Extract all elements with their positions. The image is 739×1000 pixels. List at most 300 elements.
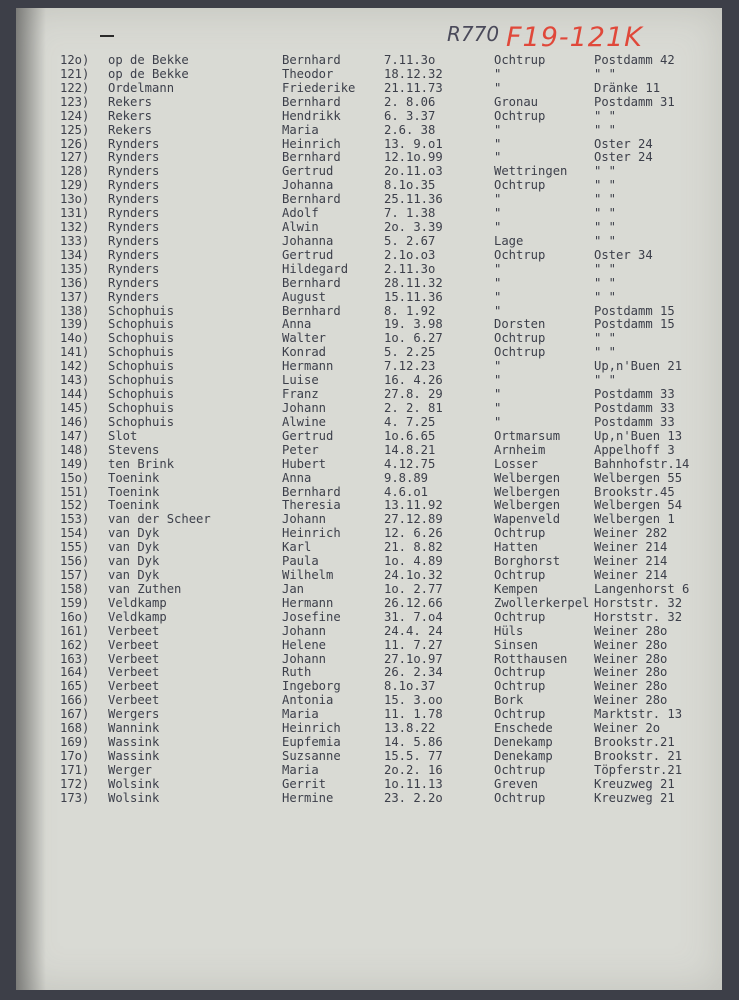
surname: Verbeet	[108, 651, 160, 666]
birth-place: "	[494, 80, 502, 95]
birth-date: 5. 2.25	[384, 345, 436, 360]
birth-date: 2.11.3o	[384, 261, 436, 276]
address: " "	[594, 373, 617, 388]
surname: Rynders	[108, 247, 160, 262]
surname: Schophuis	[108, 359, 175, 374]
entry-number: 123)	[60, 94, 90, 109]
first-name: Paula	[282, 554, 319, 569]
entry-number: 153)	[60, 512, 90, 527]
birth-date: 2o.2. 16	[384, 762, 443, 777]
register-row	[0, 763, 739, 777]
birth-place: Arnheim	[494, 442, 546, 457]
birth-date: 2. 2. 81	[384, 401, 443, 415]
entry-number: 139)	[60, 317, 90, 332]
first-name: Karl	[282, 540, 312, 555]
surname: van der Scheer	[108, 512, 211, 527]
birth-date: 21. 8.82	[384, 540, 443, 555]
surname: Toenink	[108, 470, 160, 485]
first-name: Konrad	[282, 345, 327, 360]
address: Weiner 2o	[594, 721, 661, 736]
address: Dränke 11	[594, 80, 661, 95]
birth-place: Kempen	[494, 581, 539, 596]
address: " "	[594, 275, 617, 290]
birth-date: 13. 9.o1	[384, 136, 443, 151]
address: Oster 34	[594, 247, 653, 262]
entry-number: 126)	[60, 136, 90, 151]
birth-place: Ochtrup	[494, 331, 546, 346]
first-name: Gerrit	[282, 776, 327, 791]
register-row	[0, 749, 739, 763]
surname: Rynders	[108, 275, 160, 290]
birth-place: Dorsten	[494, 317, 546, 332]
entry-number: 137)	[60, 289, 90, 304]
surname: Rynders	[108, 289, 160, 304]
address: Marktstr. 13	[594, 707, 683, 722]
address: Postdamm 33	[594, 387, 675, 402]
register-row	[0, 512, 739, 526]
register-row	[0, 304, 739, 318]
birth-date: 4.12.75	[384, 456, 436, 471]
register-row	[0, 401, 739, 415]
entry-number: 14o)	[60, 331, 90, 346]
birth-date: 7. 1.38	[384, 206, 436, 221]
entry-number: 15o)	[60, 470, 90, 485]
entry-number: 161)	[60, 623, 90, 638]
first-name: Suzsanne	[282, 749, 341, 763]
entry-number: 147)	[60, 428, 90, 443]
birth-date: 2.6. 38	[384, 122, 436, 137]
entry-number: 148)	[60, 442, 90, 457]
entry-number: 165)	[60, 679, 90, 694]
birth-place: Ochtrup	[494, 247, 546, 262]
birth-date: 14. 5.86	[384, 735, 443, 750]
birth-place: "	[494, 414, 502, 429]
birth-place: "	[494, 136, 502, 151]
birth-date: 2.1o.o3	[384, 247, 436, 262]
register-row	[0, 234, 739, 248]
entry-number: 128)	[60, 164, 90, 179]
address: " "	[594, 220, 617, 235]
surname: ten Brink	[108, 456, 175, 471]
first-name: Maria	[282, 762, 319, 777]
register-row	[0, 345, 739, 359]
register-row	[0, 109, 739, 123]
birth-date: 9.8.89	[384, 470, 429, 485]
surname: Rynders	[108, 220, 160, 235]
first-name: Gertrud	[282, 164, 334, 179]
register-row	[0, 150, 739, 164]
entry-number: 145)	[60, 401, 90, 415]
address: Welbergen 1	[594, 512, 675, 527]
birth-place: Welbergen	[494, 484, 561, 499]
first-name: Hildegard	[282, 261, 349, 276]
first-name: Ruth	[282, 665, 312, 680]
address: Postdamm 33	[594, 414, 675, 429]
entry-number: 131)	[60, 206, 90, 221]
address: Postdamm 15	[594, 317, 675, 332]
first-name: Johann	[282, 512, 327, 527]
register-row	[0, 415, 739, 429]
register-row	[0, 123, 739, 137]
entry-number: 13o)	[60, 192, 90, 207]
birth-date: 26.12.66	[384, 595, 443, 610]
birth-place: Denekamp	[494, 735, 553, 750]
entry-number: 158)	[60, 581, 90, 596]
first-name: Bernhard	[282, 192, 341, 207]
birth-place: "	[494, 275, 502, 290]
birth-date: 27.8. 29	[384, 387, 443, 402]
birth-date: 24.4. 24	[384, 623, 443, 638]
first-name: Josefine	[282, 609, 341, 624]
register-row	[0, 81, 739, 95]
birth-date: 24.1o.32	[384, 568, 443, 583]
first-name: Friederike	[282, 80, 356, 95]
first-name: Alwin	[282, 220, 319, 235]
register-row	[0, 67, 739, 81]
surname: Schophuis	[108, 387, 175, 402]
register-row	[0, 429, 739, 443]
first-name: Johanna	[282, 178, 334, 193]
surname: Rynders	[108, 150, 160, 165]
birth-date: 7.11.3o	[384, 53, 436, 67]
birth-place: Ochtrup	[494, 707, 546, 722]
surname: Verbeet	[108, 665, 160, 680]
surname: Slot	[108, 428, 138, 443]
address: Oster 24	[594, 150, 653, 165]
register-row	[0, 359, 739, 373]
first-name: Peter	[282, 442, 319, 457]
first-name: Gertrud	[282, 247, 334, 262]
surname: Rynders	[108, 233, 160, 248]
entry-number: 136)	[60, 275, 90, 290]
entry-number: 133)	[60, 233, 90, 248]
address: " "	[594, 66, 617, 81]
register-row	[0, 137, 739, 151]
surname: Wannink	[108, 721, 160, 736]
birth-date: 2o.11.o3	[384, 164, 443, 179]
birth-date: 13.8.22	[384, 721, 436, 736]
first-name: Heinrich	[282, 526, 341, 541]
surname: Verbeet	[108, 679, 160, 694]
entry-number: 156)	[60, 554, 90, 569]
surname: van Dyk	[108, 526, 160, 541]
first-name: Jan	[282, 581, 305, 596]
birth-place: Ochtrup	[494, 108, 546, 123]
entry-number: 144)	[60, 387, 90, 402]
birth-place: Denekamp	[494, 749, 553, 763]
address: Bahnhofstr.14	[594, 456, 690, 471]
first-name: Maria	[282, 707, 319, 722]
address: Weiner 282	[594, 526, 668, 541]
entry-number: 16o)	[60, 609, 90, 624]
address: " "	[594, 289, 617, 304]
surname: Verbeet	[108, 693, 160, 708]
first-name: Luise	[282, 373, 319, 388]
address: Kreuzweg 21	[594, 776, 675, 791]
register-row	[0, 220, 739, 234]
entry-number: 151)	[60, 484, 90, 499]
first-name: Hendrikk	[282, 108, 341, 123]
birth-date: 2. 8.06	[384, 94, 436, 109]
entry-number: 129)	[60, 178, 90, 193]
birth-place: Enschede	[494, 721, 553, 736]
birth-date: 15.5. 77	[384, 749, 443, 763]
address: " "	[594, 122, 617, 137]
entry-number: 143)	[60, 373, 90, 388]
birth-date: 11. 7.27	[384, 637, 443, 652]
birth-place: Ochtrup	[494, 568, 546, 583]
register-row	[0, 596, 739, 610]
address: " "	[594, 108, 617, 123]
surname: Rynders	[108, 164, 160, 179]
register-row	[0, 262, 739, 276]
surname: Rekers	[108, 108, 153, 123]
register-row	[0, 443, 739, 457]
surname: van Dyk	[108, 540, 160, 555]
register-row	[0, 248, 739, 262]
birth-date: 18.12.32	[384, 66, 443, 81]
register-row	[0, 290, 739, 304]
register-row	[0, 721, 739, 735]
first-name: Gertrud	[282, 428, 334, 443]
birth-place: Welbergen	[494, 498, 561, 513]
surname: Wassink	[108, 735, 160, 750]
first-name: Franz	[282, 387, 319, 402]
first-name: Heinrich	[282, 136, 341, 151]
birth-place: "	[494, 122, 502, 137]
birth-place: Ochtrup	[494, 53, 546, 67]
register-row	[0, 178, 739, 192]
birth-place: Ochtrup	[494, 609, 546, 624]
surname: Rynders	[108, 206, 160, 221]
surname: Schophuis	[108, 345, 175, 360]
entry-number: 164)	[60, 665, 90, 680]
address: Horststr. 32	[594, 595, 683, 610]
birth-date: 8.1o.35	[384, 178, 436, 193]
register-row	[0, 777, 739, 791]
first-name: Anna	[282, 317, 312, 332]
register-row	[0, 317, 739, 331]
birth-date: 1o.6.65	[384, 428, 436, 443]
birth-date: 25.11.36	[384, 192, 443, 207]
first-name: Wilhelm	[282, 568, 334, 583]
birth-place: Zwollerkerpel	[494, 595, 590, 610]
birth-date: 13.11.92	[384, 498, 443, 513]
birth-place: "	[494, 192, 502, 207]
first-name: Bernhard	[282, 94, 341, 109]
surname: van Dyk	[108, 554, 160, 569]
register-row	[0, 638, 739, 652]
entry-number: 146)	[60, 414, 90, 429]
birth-place: Ochtrup	[494, 679, 546, 694]
register-row	[0, 164, 739, 178]
surname: Veldkamp	[108, 595, 167, 610]
address: Welbergen 54	[594, 498, 683, 513]
register-row	[0, 540, 739, 554]
address: Weiner 28o	[594, 651, 668, 666]
register-row	[0, 791, 739, 805]
address: Kreuzweg 21	[594, 790, 675, 805]
surname: Rynders	[108, 192, 160, 207]
surname: Schophuis	[108, 317, 175, 332]
register-row	[0, 526, 739, 540]
register-row	[0, 582, 739, 596]
entry-number: 132)	[60, 220, 90, 235]
entry-number: 159)	[60, 595, 90, 610]
entry-number: 168)	[60, 721, 90, 736]
first-name: Hermine	[282, 790, 334, 805]
register-row	[0, 387, 739, 401]
birth-place: Losser	[494, 456, 539, 471]
address: Weiner 28o	[594, 693, 668, 708]
birth-place: "	[494, 303, 502, 318]
birth-date: 1o. 4.89	[384, 554, 443, 569]
first-name: Walter	[282, 331, 327, 346]
birth-place: "	[494, 401, 502, 415]
address: Brookstr.45	[594, 484, 675, 499]
entry-number: 162)	[60, 637, 90, 652]
entry-number: 155)	[60, 540, 90, 555]
birth-place: "	[494, 373, 502, 388]
entry-number: 12o)	[60, 53, 90, 67]
birth-place: Hüls	[494, 623, 524, 638]
register-row	[0, 206, 739, 220]
surname: van Zuthen	[108, 581, 182, 596]
birth-date: 16. 4.26	[384, 373, 443, 388]
address: Langenhorst 6	[594, 581, 690, 596]
first-name: Bernhard	[282, 275, 341, 290]
first-name: Hubert	[282, 456, 327, 471]
birth-place: "	[494, 387, 502, 402]
birth-place: "	[494, 359, 502, 374]
address: Up,n'Buen 13	[594, 428, 683, 443]
surname: Rekers	[108, 122, 153, 137]
surname: Verbeet	[108, 623, 160, 638]
birth-date: 1o. 2.77	[384, 581, 443, 596]
entry-number: 157)	[60, 568, 90, 583]
first-name: August	[282, 289, 327, 304]
birth-place: Ortmarsum	[494, 428, 561, 443]
register-row	[0, 276, 739, 290]
register-row	[0, 624, 739, 638]
register-row	[0, 679, 739, 693]
register-row	[0, 95, 739, 109]
birth-date: 1o. 6.27	[384, 331, 443, 346]
birth-date: 15. 3.oo	[384, 693, 443, 708]
birth-date: 2o. 3.39	[384, 220, 443, 235]
address: Töpferstr.21	[594, 762, 683, 777]
birth-place: Wettringen	[494, 164, 568, 179]
address: Brookstr. 21	[594, 749, 683, 763]
birth-date: 28.11.32	[384, 275, 443, 290]
birth-place: Hatten	[494, 540, 539, 555]
entry-number: 122)	[60, 80, 90, 95]
entry-number: 138)	[60, 303, 90, 318]
birth-place: "	[494, 206, 502, 221]
address: Appelhoff 3	[594, 442, 675, 457]
entry-number: 172)	[60, 776, 90, 791]
birth-place: "	[494, 289, 502, 304]
birth-date: 27.1o.97	[384, 651, 443, 666]
surname: Veldkamp	[108, 609, 167, 624]
address: Up,n'Buen 21	[594, 359, 683, 374]
entry-number: 152)	[60, 498, 90, 513]
address: " "	[594, 164, 617, 179]
entry-number: 171)	[60, 762, 90, 777]
birth-date: 8.1o.37	[384, 679, 436, 694]
entry-number: 154)	[60, 526, 90, 541]
entry-number: 124)	[60, 108, 90, 123]
register-row	[0, 192, 739, 206]
birth-place: Ochtrup	[494, 790, 546, 805]
entry-number: 166)	[60, 693, 90, 708]
address: " "	[594, 345, 617, 360]
birth-date: 14.8.21	[384, 442, 436, 457]
birth-date: 8. 1.92	[384, 303, 436, 318]
register-row	[0, 707, 739, 721]
surname: Schophuis	[108, 401, 175, 415]
address: Welbergen 55	[594, 470, 683, 485]
first-name: Antonia	[282, 693, 334, 708]
register-row	[0, 610, 739, 624]
register-row	[0, 665, 739, 679]
first-name: Hermann	[282, 595, 334, 610]
first-name: Bernhard	[282, 484, 341, 499]
register-row	[0, 735, 739, 749]
first-name: Adolf	[282, 206, 319, 221]
surname: Rynders	[108, 261, 160, 276]
register-row	[0, 373, 739, 387]
birth-date: 12. 6.26	[384, 526, 443, 541]
address: Weiner 28o	[594, 665, 668, 680]
surname: Wassink	[108, 749, 160, 763]
address: " "	[594, 206, 617, 221]
address: Weiner 214	[594, 554, 668, 569]
first-name: Johann	[282, 401, 327, 415]
surname: op de Bekke	[108, 66, 189, 81]
first-name: Eupfemia	[282, 735, 341, 750]
address: Oster 24	[594, 136, 653, 151]
first-name: Johanna	[282, 233, 334, 248]
surname: Toenink	[108, 498, 160, 513]
first-name: Bernhard	[282, 53, 341, 67]
entry-number: 125)	[60, 122, 90, 137]
birth-date: 12.1o.99	[384, 150, 443, 165]
surname: Ordelmann	[108, 80, 175, 95]
entry-number: 141)	[60, 345, 90, 360]
entry-number: 121)	[60, 66, 90, 81]
birth-date: 7.12.23	[384, 359, 436, 374]
register-row	[0, 693, 739, 707]
birth-place: "	[494, 220, 502, 235]
surname: Schophuis	[108, 303, 175, 318]
address: Horststr. 32	[594, 609, 683, 624]
first-name: Theresia	[282, 498, 341, 513]
address: Weiner 28o	[594, 679, 668, 694]
birth-place: Sinsen	[494, 637, 539, 652]
address: Postdamm 31	[594, 94, 675, 109]
entry-number: 163)	[60, 651, 90, 666]
birth-place: Gronau	[494, 94, 539, 109]
register-row	[0, 471, 739, 485]
first-name: Maria	[282, 122, 319, 137]
surname: Verbeet	[108, 637, 160, 652]
birth-date: 1o.11.13	[384, 776, 443, 791]
address: Postdamm 42	[594, 53, 675, 67]
entry-number: 142)	[60, 359, 90, 374]
surname: Wolsink	[108, 790, 160, 805]
surname: op de Bekke	[108, 53, 189, 67]
